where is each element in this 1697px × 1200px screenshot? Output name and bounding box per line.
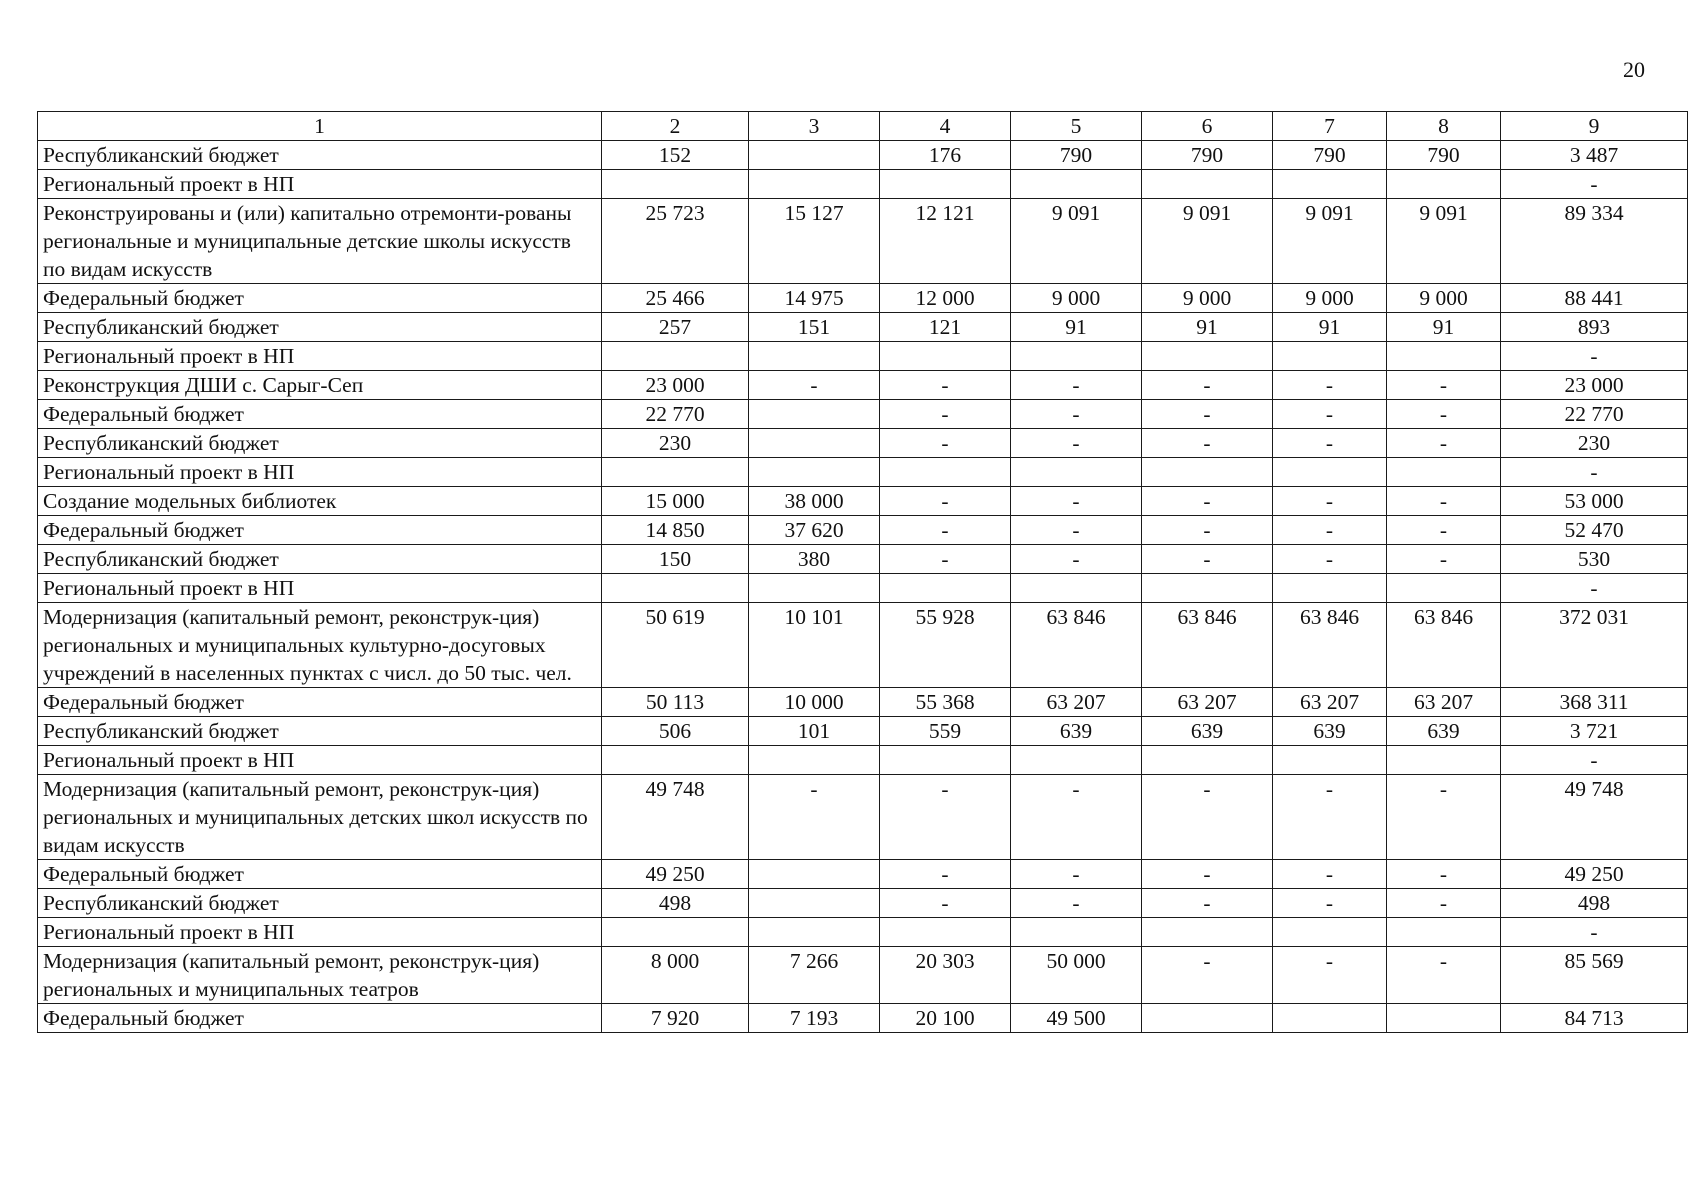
- value-cell: 49 500: [1011, 1004, 1142, 1033]
- value-cell: 15 000: [602, 487, 749, 516]
- value-cell: [880, 342, 1011, 371]
- value-cell: [1273, 170, 1387, 199]
- column-number: 7: [1273, 112, 1387, 141]
- value-cell: 63 846: [1142, 603, 1273, 688]
- value-cell: -: [1273, 947, 1387, 1004]
- value-cell: [602, 918, 749, 947]
- value-cell: -: [1387, 775, 1501, 860]
- value-cell: 50 619: [602, 603, 749, 688]
- value-cell: -: [1501, 746, 1688, 775]
- value-cell: 14 850: [602, 516, 749, 545]
- table-row: [38, 199, 1688, 284]
- value-cell: [1011, 918, 1142, 947]
- value-cell: 893: [1501, 313, 1688, 342]
- column-number: 1: [38, 112, 602, 141]
- value-cell: [1387, 342, 1501, 371]
- table-row: [38, 889, 1688, 918]
- row-label-cell: Создание модельных библиотек: [38, 487, 602, 516]
- value-cell: 25 723: [602, 199, 749, 284]
- value-cell: [880, 170, 1011, 199]
- value-cell: [880, 746, 1011, 775]
- table-row: [38, 545, 1688, 574]
- table-row: [38, 717, 1688, 746]
- value-cell: -: [1273, 516, 1387, 545]
- row-label-cell: Региональный проект в НП: [38, 746, 602, 775]
- value-cell: [602, 458, 749, 487]
- value-cell: [1011, 342, 1142, 371]
- row-label-cell: Модернизация (капитальный ремонт, реконструк-ция) региональных и муниципальных культурно-досуговых учреждений в населенных пунктах с числ. до 50 тыс. чел.: [38, 603, 602, 688]
- row-label-cell: Реконструированы и (или) капитально отремонти-рованы региональные и муниципальные детские школы искусств по видам искусств: [38, 199, 602, 284]
- budget-table: [37, 111, 1688, 1033]
- value-cell: 101: [749, 717, 880, 746]
- value-cell: 790: [1142, 141, 1273, 170]
- value-cell: 85 569: [1501, 947, 1688, 1004]
- value-cell: [749, 170, 880, 199]
- table-row: [38, 429, 1688, 458]
- value-cell: 49 250: [1501, 860, 1688, 889]
- value-cell: [749, 746, 880, 775]
- table-row: [38, 947, 1688, 1004]
- value-cell: -: [1387, 516, 1501, 545]
- value-cell: 121: [880, 313, 1011, 342]
- value-cell: -: [1273, 429, 1387, 458]
- value-cell: 639: [1273, 717, 1387, 746]
- value-cell: 3 721: [1501, 717, 1688, 746]
- value-cell: 22 770: [1501, 400, 1688, 429]
- value-cell: 790: [1011, 141, 1142, 170]
- value-cell: 372 031: [1501, 603, 1688, 688]
- value-cell: [602, 342, 749, 371]
- value-cell: -: [1387, 400, 1501, 429]
- value-cell: 55 368: [880, 688, 1011, 717]
- value-cell: -: [1142, 429, 1273, 458]
- value-cell: 37 620: [749, 516, 880, 545]
- value-cell: -: [1273, 545, 1387, 574]
- value-cell: -: [1387, 487, 1501, 516]
- row-label-cell: Региональный проект в НП: [38, 574, 602, 603]
- value-cell: -: [1501, 170, 1688, 199]
- value-cell: [749, 141, 880, 170]
- value-cell: 52 470: [1501, 516, 1688, 545]
- table-row: [38, 746, 1688, 775]
- value-cell: 9 091: [1142, 199, 1273, 284]
- value-cell: -: [1387, 860, 1501, 889]
- value-cell: 63 207: [1142, 688, 1273, 717]
- column-number: 4: [880, 112, 1011, 141]
- row-label-cell: Федеральный бюджет: [38, 860, 602, 889]
- value-cell: 12 121: [880, 199, 1011, 284]
- table-row: [38, 775, 1688, 860]
- value-cell: -: [880, 860, 1011, 889]
- column-number: 5: [1011, 112, 1142, 141]
- value-cell: [602, 170, 749, 199]
- table-row: [38, 458, 1688, 487]
- table-body: [38, 141, 1688, 1033]
- table-row: [38, 313, 1688, 342]
- value-cell: 63 846: [1011, 603, 1142, 688]
- value-cell: 63 207: [1387, 688, 1501, 717]
- value-cell: 530: [1501, 545, 1688, 574]
- table-row: [38, 400, 1688, 429]
- row-label-cell: Модернизация (капитальный ремонт, реконструк-ция) региональных и муниципальных театров: [38, 947, 602, 1004]
- value-cell: -: [1273, 889, 1387, 918]
- value-cell: 257: [602, 313, 749, 342]
- value-cell: 8 000: [602, 947, 749, 1004]
- row-label-cell: Республиканский бюджет: [38, 717, 602, 746]
- value-cell: -: [880, 775, 1011, 860]
- value-cell: -: [749, 371, 880, 400]
- value-cell: [1011, 746, 1142, 775]
- value-cell: -: [1501, 342, 1688, 371]
- row-label-cell: Республиканский бюджет: [38, 313, 602, 342]
- value-cell: 20 100: [880, 1004, 1011, 1033]
- value-cell: 559: [880, 717, 1011, 746]
- value-cell: [1011, 170, 1142, 199]
- value-cell: -: [880, 516, 1011, 545]
- value-cell: 150: [602, 545, 749, 574]
- value-cell: -: [1501, 574, 1688, 603]
- value-cell: [1142, 342, 1273, 371]
- value-cell: -: [1273, 860, 1387, 889]
- value-cell: 12 000: [880, 284, 1011, 313]
- table-row: [38, 516, 1688, 545]
- value-cell: 88 441: [1501, 284, 1688, 313]
- value-cell: 91: [1273, 313, 1387, 342]
- value-cell: -: [1011, 889, 1142, 918]
- value-cell: 9 000: [1387, 284, 1501, 313]
- column-number: 6: [1142, 112, 1273, 141]
- table-row: [38, 371, 1688, 400]
- table-row: [38, 688, 1688, 717]
- value-cell: -: [1387, 889, 1501, 918]
- column-number: 9: [1501, 112, 1688, 141]
- value-cell: [1387, 458, 1501, 487]
- row-label-cell: Реконструкция ДШИ с. Сарыг-Сеп: [38, 371, 602, 400]
- row-label-cell: Федеральный бюджет: [38, 284, 602, 313]
- row-label-cell: Региональный проект в НП: [38, 458, 602, 487]
- value-cell: -: [1501, 458, 1688, 487]
- value-cell: [1011, 574, 1142, 603]
- value-cell: 91: [1142, 313, 1273, 342]
- value-cell: 63 846: [1387, 603, 1501, 688]
- row-label-cell: Федеральный бюджет: [38, 400, 602, 429]
- value-cell: [880, 574, 1011, 603]
- value-cell: [1142, 918, 1273, 947]
- value-cell: -: [1142, 516, 1273, 545]
- value-cell: -: [880, 889, 1011, 918]
- value-cell: [1142, 746, 1273, 775]
- table-row: [38, 860, 1688, 889]
- value-cell: 23 000: [602, 371, 749, 400]
- value-cell: -: [1011, 429, 1142, 458]
- value-cell: [1387, 746, 1501, 775]
- value-cell: [1273, 458, 1387, 487]
- value-cell: 790: [1273, 141, 1387, 170]
- value-cell: -: [1142, 889, 1273, 918]
- table-row: [38, 141, 1688, 170]
- value-cell: 7 920: [602, 1004, 749, 1033]
- value-cell: 230: [602, 429, 749, 458]
- value-cell: [749, 400, 880, 429]
- value-cell: -: [1387, 545, 1501, 574]
- value-cell: 3 487: [1501, 141, 1688, 170]
- value-cell: -: [1142, 860, 1273, 889]
- value-cell: [602, 574, 749, 603]
- value-cell: [1387, 918, 1501, 947]
- value-cell: 50 000: [1011, 947, 1142, 1004]
- page-number: 20: [1623, 57, 1645, 82]
- value-cell: -: [1011, 371, 1142, 400]
- value-cell: 639: [1011, 717, 1142, 746]
- row-label-cell: Республиканский бюджет: [38, 429, 602, 458]
- value-cell: 380: [749, 545, 880, 574]
- value-cell: 7 193: [749, 1004, 880, 1033]
- value-cell: -: [1142, 775, 1273, 860]
- value-cell: 176: [880, 141, 1011, 170]
- value-cell: 498: [602, 889, 749, 918]
- value-cell: [1011, 458, 1142, 487]
- value-cell: 63 207: [1273, 688, 1387, 717]
- value-cell: [749, 574, 880, 603]
- value-cell: -: [1142, 371, 1273, 400]
- value-cell: -: [1142, 947, 1273, 1004]
- value-cell: 368 311: [1501, 688, 1688, 717]
- value-cell: 498: [1501, 889, 1688, 918]
- row-label-cell: Региональный проект в НП: [38, 342, 602, 371]
- value-cell: -: [1011, 545, 1142, 574]
- value-cell: -: [1387, 947, 1501, 1004]
- row-label-cell: Республиканский бюджет: [38, 545, 602, 574]
- value-cell: [880, 458, 1011, 487]
- table-row: [38, 603, 1688, 688]
- column-number: 2: [602, 112, 749, 141]
- value-cell: -: [880, 487, 1011, 516]
- value-cell: 63 846: [1273, 603, 1387, 688]
- table-row: [38, 574, 1688, 603]
- row-label-cell: Модернизация (капитальный ремонт, реконструк-ция) региональных и муниципальных детских школ искусств по видам искусств: [38, 775, 602, 860]
- column-number: 3: [749, 112, 880, 141]
- table-row: [38, 487, 1688, 516]
- value-cell: -: [1273, 371, 1387, 400]
- value-cell: -: [880, 429, 1011, 458]
- value-cell: [880, 918, 1011, 947]
- value-cell: [1273, 918, 1387, 947]
- row-label-cell: Федеральный бюджет: [38, 1004, 602, 1033]
- value-cell: -: [1273, 400, 1387, 429]
- value-cell: -: [880, 371, 1011, 400]
- value-cell: [602, 746, 749, 775]
- value-cell: 20 303: [880, 947, 1011, 1004]
- value-cell: -: [1011, 487, 1142, 516]
- value-cell: -: [1011, 860, 1142, 889]
- value-cell: 10 101: [749, 603, 880, 688]
- value-cell: 230: [1501, 429, 1688, 458]
- value-cell: [1273, 574, 1387, 603]
- value-cell: [1273, 746, 1387, 775]
- table-row: [38, 1004, 1688, 1033]
- value-cell: 89 334: [1501, 199, 1688, 284]
- value-cell: -: [1011, 516, 1142, 545]
- value-cell: -: [1142, 400, 1273, 429]
- row-label-cell: Республиканский бюджет: [38, 141, 602, 170]
- value-cell: -: [1273, 487, 1387, 516]
- value-cell: 9 000: [1142, 284, 1273, 313]
- value-cell: 790: [1387, 141, 1501, 170]
- value-cell: [749, 889, 880, 918]
- row-label-cell: Региональный проект в НП: [38, 170, 602, 199]
- value-cell: 49 748: [1501, 775, 1688, 860]
- value-cell: -: [880, 400, 1011, 429]
- value-cell: 506: [602, 717, 749, 746]
- value-cell: [749, 918, 880, 947]
- value-cell: 9 091: [1011, 199, 1142, 284]
- value-cell: -: [1501, 918, 1688, 947]
- row-label-cell: Федеральный бюджет: [38, 516, 602, 545]
- value-cell: [1142, 1004, 1273, 1033]
- value-cell: -: [1387, 429, 1501, 458]
- value-cell: 15 127: [749, 199, 880, 284]
- value-cell: 10 000: [749, 688, 880, 717]
- value-cell: [1273, 1004, 1387, 1033]
- value-cell: 639: [1142, 717, 1273, 746]
- value-cell: 91: [1387, 313, 1501, 342]
- value-cell: 7 266: [749, 947, 880, 1004]
- value-cell: 9 000: [1273, 284, 1387, 313]
- value-cell: [749, 429, 880, 458]
- column-number: 8: [1387, 112, 1501, 141]
- table-row: [38, 918, 1688, 947]
- value-cell: -: [1387, 371, 1501, 400]
- value-cell: 49 748: [602, 775, 749, 860]
- value-cell: 55 928: [880, 603, 1011, 688]
- value-cell: 151: [749, 313, 880, 342]
- value-cell: 38 000: [749, 487, 880, 516]
- value-cell: -: [1273, 775, 1387, 860]
- value-cell: -: [1142, 487, 1273, 516]
- value-cell: -: [880, 545, 1011, 574]
- value-cell: [749, 342, 880, 371]
- table-row: [38, 170, 1688, 199]
- value-cell: -: [749, 775, 880, 860]
- value-cell: 53 000: [1501, 487, 1688, 516]
- value-cell: [1142, 458, 1273, 487]
- column-number-row: [38, 112, 1688, 141]
- row-label-cell: Республиканский бюджет: [38, 889, 602, 918]
- value-cell: 23 000: [1501, 371, 1688, 400]
- value-cell: -: [1011, 775, 1142, 860]
- value-cell: 9 091: [1387, 199, 1501, 284]
- value-cell: [1142, 574, 1273, 603]
- row-label-cell: Региональный проект в НП: [38, 918, 602, 947]
- value-cell: 22 770: [602, 400, 749, 429]
- value-cell: 9 091: [1273, 199, 1387, 284]
- value-cell: 9 000: [1011, 284, 1142, 313]
- value-cell: [1387, 1004, 1501, 1033]
- value-cell: 63 207: [1011, 688, 1142, 717]
- value-cell: 639: [1387, 717, 1501, 746]
- value-cell: 91: [1011, 313, 1142, 342]
- value-cell: 25 466: [602, 284, 749, 313]
- value-cell: [1387, 574, 1501, 603]
- value-cell: 49 250: [602, 860, 749, 889]
- value-cell: 14 975: [749, 284, 880, 313]
- value-cell: 152: [602, 141, 749, 170]
- value-cell: [1273, 342, 1387, 371]
- value-cell: [1142, 170, 1273, 199]
- value-cell: 50 113: [602, 688, 749, 717]
- value-cell: [1387, 170, 1501, 199]
- value-cell: [749, 458, 880, 487]
- value-cell: -: [1011, 400, 1142, 429]
- table-row: [38, 284, 1688, 313]
- table-row: [38, 342, 1688, 371]
- value-cell: 84 713: [1501, 1004, 1688, 1033]
- row-label-cell: Федеральный бюджет: [38, 688, 602, 717]
- value-cell: [749, 860, 880, 889]
- value-cell: -: [1142, 545, 1273, 574]
